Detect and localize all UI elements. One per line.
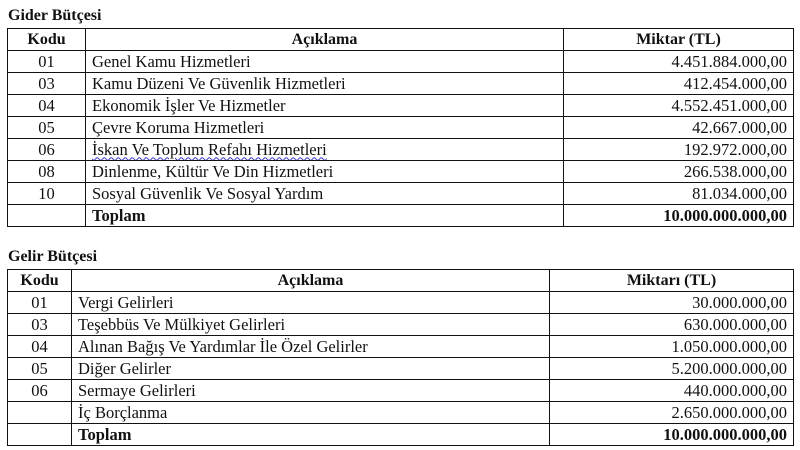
row-code: 03 <box>8 314 72 336</box>
row-code: 01 <box>8 292 72 314</box>
row-description: Dinlenme, Kültür Ve Din Hizmetleri <box>86 161 564 183</box>
row-description: Sermaye Gelirleri <box>72 380 550 402</box>
code-column-header: Kodu <box>8 270 72 292</box>
row-description <box>86 139 564 161</box>
row-code: 04 <box>8 95 86 117</box>
row-code <box>8 424 72 446</box>
description-column-header: Açıklama <box>72 270 550 292</box>
table-row <box>8 358 794 380</box>
row-amount: 2.650.000.000,00 <box>550 402 794 424</box>
row-description: Sosyal Güvenlik Ve Sosyal Yardım <box>86 183 564 205</box>
row-description: Kamu Düzeni Ve Güvenlik Hizmetleri <box>86 73 564 95</box>
row-code: 01 <box>8 51 86 73</box>
total-amount: 10.000.000.000,00 <box>564 205 794 227</box>
row-description: Alınan Bağış Ve Yardımlar İle Özel Gelirler <box>72 336 550 358</box>
row-code: 05 <box>8 117 86 139</box>
expense-budget-table <box>7 28 794 227</box>
total-label: Toplam <box>86 205 564 227</box>
row-amount: 412.454.000,00 <box>564 73 794 95</box>
row-amount: 630.000.000,00 <box>550 314 794 336</box>
row-code: 06 <box>8 380 72 402</box>
row-amount: 1.050.000.000,00 <box>550 336 794 358</box>
total-amount: 10.000.000.000,00 <box>550 424 794 446</box>
row-description: Genel Kamu Hizmetleri <box>86 51 564 73</box>
row-amount: 81.034.000,00 <box>564 183 794 205</box>
row-amount: 440.000.000,00 <box>550 380 794 402</box>
amount-column-header: Miktar (TL) <box>564 29 794 51</box>
row-description: Diğer Gelirler <box>72 358 550 380</box>
table-row <box>8 292 794 314</box>
row-amount: 5.200.000.000,00 <box>550 358 794 380</box>
row-amount: 30.000.000,00 <box>550 292 794 314</box>
row-description: Çevre Koruma Hizmetleri <box>86 117 564 139</box>
description-column-header: Açıklama <box>86 29 564 51</box>
row-amount: 4.552.451.000,00 <box>564 95 794 117</box>
table-header-row <box>8 29 794 51</box>
row-code: 08 <box>8 161 86 183</box>
row-code <box>8 205 86 227</box>
amount-column-header: Miktarı (TL) <box>550 270 794 292</box>
row-code: 10 <box>8 183 86 205</box>
table-row <box>8 336 794 358</box>
row-code: 06 <box>8 139 86 161</box>
row-code: 03 <box>8 73 86 95</box>
table-row <box>8 95 794 117</box>
row-description: Ekonomik İşler Ve Hizmetler <box>86 95 564 117</box>
row-amount: 192.972.000,00 <box>564 139 794 161</box>
code-column-header: Kodu <box>8 29 86 51</box>
table-row <box>8 73 794 95</box>
table-row <box>8 161 794 183</box>
row-description: İç Borçlanma <box>72 402 550 424</box>
table-row <box>8 117 794 139</box>
total-label: Toplam <box>72 424 550 446</box>
row-code: 04 <box>8 336 72 358</box>
row-code: 05 <box>8 358 72 380</box>
table-header-row <box>8 270 794 292</box>
row-description: Teşebbüs Ve Mülkiyet Gelirleri <box>72 314 550 336</box>
table-row <box>8 380 794 402</box>
total-row <box>8 205 794 227</box>
table-row <box>8 183 794 205</box>
row-code <box>8 402 72 424</box>
table-row <box>8 51 794 73</box>
row-amount: 266.538.000,00 <box>564 161 794 183</box>
table-row <box>8 402 794 424</box>
income-budget-table <box>7 269 794 446</box>
table-row <box>8 314 794 336</box>
total-row <box>8 424 794 446</box>
row-description: Vergi Gelirleri <box>72 292 550 314</box>
income-budget-title: Gelir Bütçesi <box>8 248 98 265</box>
row-amount: 42.667.000,00 <box>564 117 794 139</box>
table-row <box>8 139 794 161</box>
spellcheck-underlined-text: İskan Ve Toplum Refahı Hizmetleri <box>92 139 327 159</box>
expense-budget-title: Gider Bütçesi <box>8 7 102 24</box>
row-amount: 4.451.884.000,00 <box>564 51 794 73</box>
